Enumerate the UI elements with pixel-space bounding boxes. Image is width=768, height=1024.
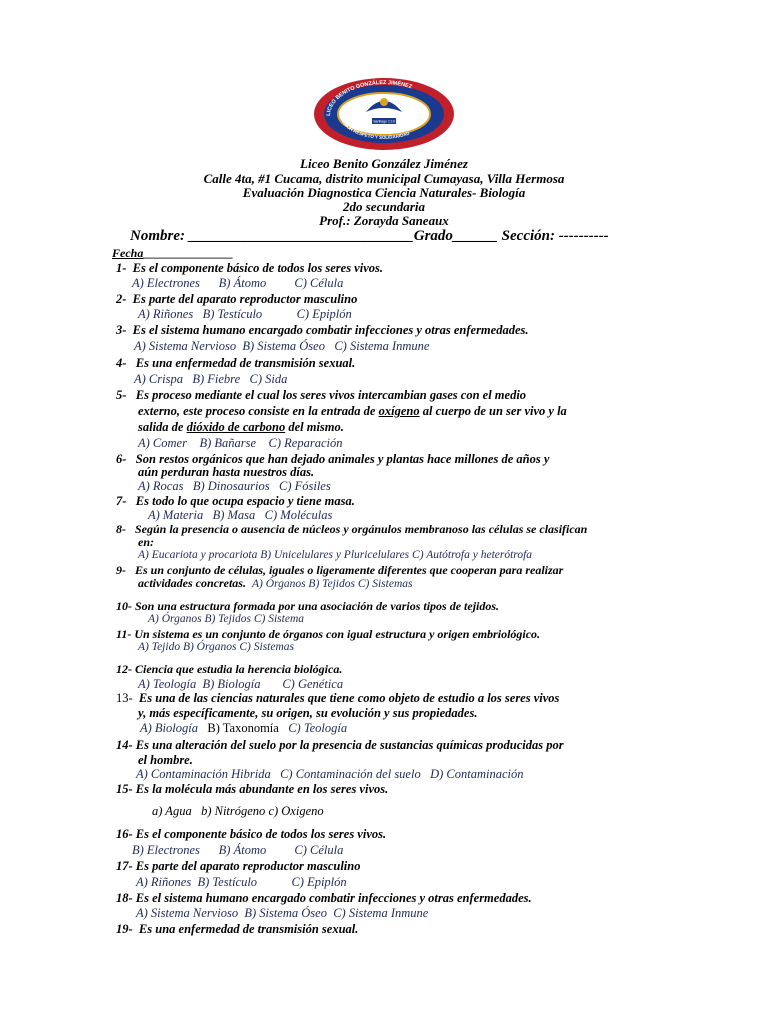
question-18: 18- Es el sistema humano encargado combatir infecciones y otras enfermedades. [116, 891, 532, 905]
question-17: 17- Es parte del aparato reproductor masculino [116, 859, 361, 873]
school-name: Liceo Benito González Jiménez [300, 156, 468, 171]
date-label: Fecha_______________ [112, 246, 234, 260]
question-7-options: A) Materia B) Masa C) Moléculas [148, 508, 333, 522]
question-16: 16- Es el componente básico de todos los seres vivos. [116, 827, 387, 841]
question-5-line-2: externo, este proceso consiste en la entrada de oxígeno al cuerpo de un ser vivo y la [138, 404, 567, 418]
question-9-line-2: actividades concretas. A) Órganos B) Tejidos C) Sistemas [138, 576, 413, 590]
question-5-options: A) Comer B) Bañarse C) Reparación [138, 436, 343, 450]
teacher-name: Prof.: Zorayda Saneaux [319, 213, 449, 228]
question-6-options: A) Rocas B) Dinosaurios C) Fósiles [138, 479, 331, 493]
question-10: 10- Son una estructura formada por una asociación de varios tipos de tejidos. [116, 599, 500, 613]
question-4: 4- Es una enfermedad de transmisión sexual. [116, 356, 356, 370]
question-8-line-2: en: [138, 535, 154, 549]
question-17-options: A) Riñones B) Testículo C) Epiplón [136, 875, 347, 889]
question-9: 9- Es un conjunto de células, iguales o ligeramente diferentes que cooperan para realizar [116, 563, 564, 577]
question-16-options: B) Electrones B) Átomo C) Célula [132, 843, 344, 857]
question-14-options: A) Contaminación Hibrida C) Contaminación del suelo D) Contaminación [136, 767, 524, 781]
question-8-options: A) Eucariota y procariota B) Unicelulares y Pluricelulares C) Autótrofa y heterótrofa [138, 549, 533, 561]
logo-top-text: LICEO BENITO GONZÁLEZ JIMÉNEZ [325, 79, 413, 117]
question-12-options: A) Teología B) Biología C) Genética [138, 677, 344, 691]
question-13-options: A) Biología B) Taxonomía C) Teología [140, 721, 348, 735]
student-info-line: Nombre: ______________________________Grado______ Sección: ---------- [130, 228, 609, 244]
question-1: 1- Es el componente básico de todos los seres vivos. [116, 261, 383, 275]
question-15-options: a) Agua b) Nitrógeno c) Oxigeno [152, 804, 324, 818]
question-14-line-2: el hombre. [138, 753, 193, 767]
question-15: 15- Es la molécula más abundante en los seres vivos. [116, 782, 389, 796]
question-11: 11- Un sistema es un conjunto de órganos con igual estructura y origen embriológico. [116, 627, 541, 641]
school-seal-logo [312, 76, 456, 152]
exam-title: Evaluación Diagnostica Ciencia Naturales- Biología [242, 185, 526, 200]
question-12: 12- Ciencia que estudia la herencia biológica. [116, 662, 343, 676]
question-2-options: A) Riñones B) Testículo C) Epiplón [138, 307, 352, 321]
question-19: 19- Es una enfermedad de transmisión sexual. [116, 922, 359, 936]
question-8: 8- Según la presencia o ausencia de núcleos y orgánulos membranoso las células se clasifican [116, 522, 588, 536]
question-5-line-3: salida de dióxido de carbono del mismo. [138, 420, 344, 434]
question-11-options: A) Tejido B) Órganos C) Sistemas [138, 641, 295, 653]
question-13-line-2: y, más específicamente, su origen, su evolución y sus propiedades. [138, 706, 478, 720]
question-3-options: A) Sistema Nervioso B) Sistema Óseo C) Sistema Inmune [134, 339, 430, 353]
question-5: 5- Es proceso mediante el cual los seres vivos intercambian gases con el medio [116, 388, 527, 402]
question-6: 6- Son restos orgánicos que han dejado animales y plantas hace millones de años y [116, 452, 550, 466]
question-6-line-2: aún perduran hasta nuestros días. [138, 465, 315, 479]
question-18-options: A) Sistema Nervioso B) Sistema Óseo C) Sistema Inmune [136, 906, 429, 920]
question-13: 13- Es una de las ciencias naturales que tiene como objeto de estudio a los seres vivos [116, 691, 560, 705]
school-address: Calle 4ta, #1 Cucama, distrito municipal Cumayasa, Villa Hermosa [203, 171, 565, 186]
question-3: 3- Es el sistema humano encargado combatir infecciones y otras enfermedades. [116, 323, 529, 337]
question-7: 7- Es todo lo que ocupa espacio y tiene masa. [116, 494, 355, 508]
question-14: 14- Es una alteración del suelo por la presencia de sustancias químicas producidas por [116, 738, 564, 752]
question-2: 2- Es parte del aparato reproductor masculino [116, 292, 358, 306]
logo-center-text: Santiago 1:10 [373, 119, 395, 124]
question-10-options: A) Órganos B) Tejidos C) Sistema [148, 613, 305, 625]
logo-bottom-text: AMOR RESPETO Y SOLIDARIDAD [341, 119, 411, 140]
question-1-options: A) Electrones B) Átomo C) Célula [132, 276, 344, 290]
grade-level: 2do secundaria [343, 199, 425, 214]
question-4-options: A) Crispa B) Fiebre C) Sida [134, 372, 288, 386]
